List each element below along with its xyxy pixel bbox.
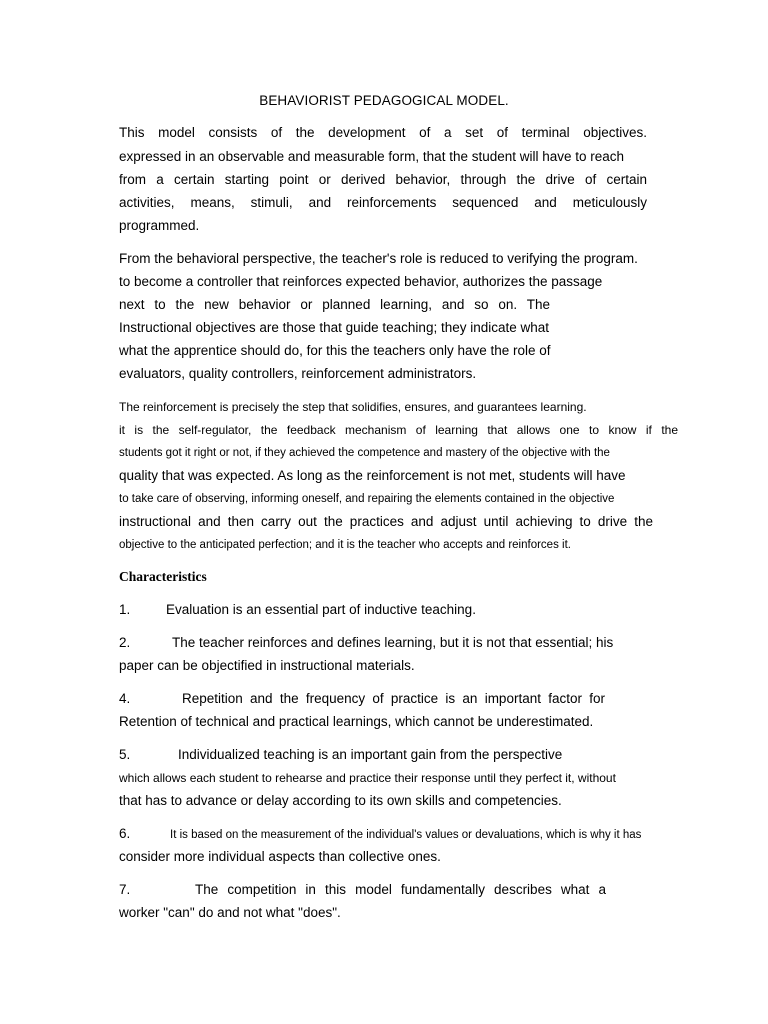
- paragraph-2-line-6: evaluators, quality controllers, reinforcement administrators.: [119, 366, 477, 381]
- characteristic-item-5-continuation-2: that has to advance or delay according to its own skills and competencies.: [119, 793, 562, 808]
- paragraph-3-line-5: to take care of observing, informing oneself, and repairing the elements contained in the objective: [119, 493, 615, 505]
- characteristics-heading: Characteristics: [119, 569, 207, 584]
- characteristic-item-6-continuation: consider more individual aspects than collective ones.: [119, 849, 441, 864]
- characteristic-item-2-continuation: paper can be objectified in instructional materials.: [119, 658, 415, 673]
- document-title: BEHAVIORIST PEDAGOGICAL MODEL.: [259, 93, 509, 108]
- paragraph-2-line-3: next to the new behavior or planned learning, and so on. The: [119, 297, 550, 312]
- paragraph-2-line-4: Instructional objectives are those that guide teaching; they indicate what: [119, 320, 550, 335]
- characteristic-item-4-continuation: Retention of technical and practical learnings, which cannot be underestimated.: [119, 714, 594, 729]
- item-text: The teacher reinforces and defines learning, but it is not that essential; his: [172, 635, 614, 650]
- paragraph-3-line-7: objective to the anticipated perfection; and it is the teacher who accepts and reinforces it.: [119, 539, 571, 551]
- paragraph-1-line-3: from a certain starting point or derived behavior, through the drive of certain: [119, 172, 647, 187]
- characteristic-item-5-continuation-1: which allows each student to rehearse and practice their response until they perfect it, without: [119, 771, 616, 785]
- item-number: 6.: [119, 826, 131, 841]
- paragraph-1-line-4: activities, means, stimuli, and reinforcements sequenced and meticulously: [119, 195, 647, 210]
- paragraph-3-line-3: students got it right or not, if they achieved the competence and mastery of the objective with the: [119, 447, 610, 459]
- paragraph-1-line-5: programmed.: [119, 218, 200, 233]
- characteristic-item-7-continuation: worker "can" do and not what "does".: [119, 905, 341, 920]
- paragraph-2-line-2: to become a controller that reinforces expected behavior, authorizes the passage: [119, 274, 603, 289]
- paragraph-3-line-2: it is the self-regulator, the feedback mechanism of learning that allows one to know if the: [119, 423, 678, 437]
- paragraph-1-line-1: This model consists of the development of a set of terminal objectives.: [119, 125, 647, 140]
- paragraph-3-line-4: quality that was expected. As long as the reinforcement is not met, students will have: [119, 468, 626, 483]
- characteristic-item-4: [119, 690, 605, 708]
- paragraph-3-line-6: instructional and then carry out the practices and adjust until achieving to drive the: [119, 514, 653, 529]
- item-text: Repetition and the frequency of practice is an important factor for: [182, 691, 605, 706]
- item-text: It is based on the measurement of the individual's values or devaluations, which is why it has: [170, 829, 642, 841]
- item-text: The competition in this model fundamentally describes what a: [195, 882, 606, 897]
- item-number: 2.: [119, 635, 131, 650]
- characteristic-item-1: [119, 601, 476, 619]
- item-number: 4.: [119, 691, 131, 706]
- characteristic-item-5: [119, 746, 562, 764]
- characteristic-item-7: [119, 881, 606, 899]
- item-number: 7.: [119, 882, 131, 897]
- item-text: Individualized teaching is an important gain from the perspective: [178, 747, 563, 762]
- paragraph-3-line-1: The reinforcement is precisely the step that solidifies, ensures, and guarantees learning.: [119, 400, 587, 414]
- item-number: 5.: [119, 747, 131, 762]
- characteristic-item-6: [119, 825, 641, 844]
- paragraph-2-line-5: what the apprentice should do, for this the teachers only have the role of: [119, 343, 551, 358]
- characteristic-item-2: [119, 634, 613, 652]
- paragraph-2-line-1: From the behavioral perspective, the teacher's role is reduced to verifying the program.: [119, 251, 638, 266]
- paragraph-1-line-2: expressed in an observable and measurable form, that the student will have to reach: [119, 149, 625, 164]
- item-number: 1.: [119, 602, 131, 617]
- item-text: Evaluation is an essential part of inductive teaching.: [166, 602, 476, 617]
